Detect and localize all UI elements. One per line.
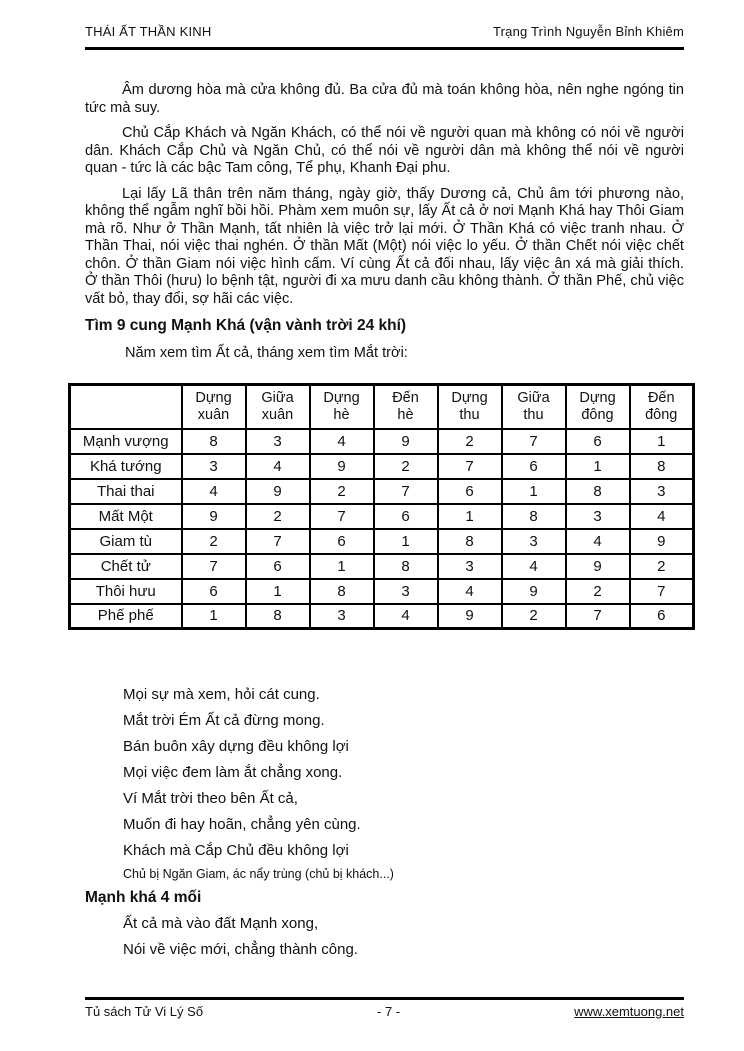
manh-kha-season-table: [68, 383, 695, 630]
table-value-cell: 1: [630, 429, 694, 454]
footer-page-number: - 7 -: [377, 1004, 401, 1019]
table-value-cell: 2: [246, 504, 310, 529]
table-value-cell: 2: [502, 604, 566, 629]
table-value-cell: 6: [566, 429, 630, 454]
table-value-cell: 7: [182, 554, 246, 579]
table-value-cell: 9: [374, 429, 438, 454]
table-row-label: Thôi hưu: [70, 579, 182, 604]
table-value-cell: 3: [246, 429, 310, 454]
table-value-cell: 4: [566, 529, 630, 554]
table-value-cell: 9: [438, 604, 502, 629]
table-value-cell: 7: [438, 454, 502, 479]
table-value-cell: 9: [310, 454, 374, 479]
table-value-cell: 7: [246, 529, 310, 554]
header-author: Trạng Trình Nguyễn Bỉnh Khiêm: [492, 24, 684, 39]
poem-line: Muốn đi hay hoãn, chẳng yên cùng.: [123, 816, 361, 833]
header-rule: [85, 47, 684, 50]
poem-line: Bán buôn xây dựng đều không lợi: [123, 738, 349, 755]
table-column-header: Giữa xuân: [246, 385, 310, 429]
section-heading-manh-kha-4-moi: Mạnh khá 4 mối: [85, 889, 202, 906]
table-value-cell: 8: [502, 504, 566, 529]
table-corner-cell: [70, 385, 182, 429]
table-column-header: Dựng xuân: [182, 385, 246, 429]
footer-series-title: Tủ sách Tử Vi Lý Số: [85, 1004, 204, 1019]
table-column-header: Đến đông: [630, 385, 694, 429]
table-value-cell: 3: [566, 504, 630, 529]
table-value-cell: 3: [630, 479, 694, 504]
table-value-cell: 4: [438, 579, 502, 604]
table-body: [70, 429, 694, 629]
table-column-header: Giữa thu: [502, 385, 566, 429]
table-value-cell: 3: [310, 604, 374, 629]
table-value-cell: 4: [246, 454, 310, 479]
table-value-cell: 8: [182, 429, 246, 454]
table-value-cell: 9: [566, 554, 630, 579]
table-value-cell: 2: [310, 479, 374, 504]
poem-line: Mắt trời Ém Ất cả đừng mong.: [123, 712, 325, 729]
table-row-label: Khá tướng: [70, 454, 182, 479]
footer-website-link[interactable]: www.xemtuong.net: [574, 1004, 684, 1019]
table-value-cell: 6: [182, 579, 246, 604]
page-header: [85, 24, 684, 39]
table-value-cell: 9: [502, 579, 566, 604]
table-value-cell: 9: [630, 529, 694, 554]
table-value-cell: 6: [630, 604, 694, 629]
table-row: [70, 504, 694, 529]
table-value-cell: 6: [438, 479, 502, 504]
table-row-label: Giam tù: [70, 529, 182, 554]
table-value-cell: 2: [374, 454, 438, 479]
table-value-cell: 2: [438, 429, 502, 454]
table-value-cell: 1: [246, 579, 310, 604]
table-row: [70, 579, 694, 604]
table-column-header: Dựng hè: [310, 385, 374, 429]
footer-rule: [85, 997, 684, 1000]
table-value-cell: 8: [310, 579, 374, 604]
body-paragraph: Chủ Cắp Khách và Ngăn Khách, có thể nói về người quan mà không có nói về người dân. Khách Cắp Chủ và Ngăn Chủ, có thể nói về người dân mà không thể nói về người quan - tức là các bậc Tam công, Tể phụ, Khanh Đại phu.: [85, 125, 684, 176]
table-header-row: [70, 385, 694, 429]
table-value-cell: 4: [630, 504, 694, 529]
table-value-cell: 7: [374, 479, 438, 504]
table-value-cell: 9: [246, 479, 310, 504]
table-value-cell: 4: [374, 604, 438, 629]
table-value-cell: 6: [374, 504, 438, 529]
table-value-cell: 8: [630, 454, 694, 479]
table-value-cell: 1: [502, 479, 566, 504]
body-paragraph: Lại lấy Lã thân trên năm tháng, ngày giờ, thấy Dương cả, Chủ âm tới phương nào, không thể ngẫm nghĩ bồi hồi. Phàm xem muôn sự, lấy Ất cả ở nơi Mạnh Khá hay Thôi Giam mà rõ. Như ở Thần Mạnh, tất nhiên là việc trở lại mới. Ở Thần Khá có việc tranh nhau. Ở Thần Thai, nói việc thai nghén. Ở thần Mất (Một) nói việc lo yếu. Ở thần Chết nói việc chết chôn. Ở thần Giam nói việc hình cấm. Ví cùng Ất cả đối nhau, lấy việc ân xá mà giải thích. Ở thần Thôi (hưu) lo bệnh tật, người đi xa mưu danh cầu không thành. Ở thần Phế, chủ việc vất bỏ, thay đổi, sợ hãi các việc.: [85, 185, 684, 307]
section-heading-tim-9-cung: Tìm 9 cung Mạnh Khá (vận vành trời 24 khí): [85, 317, 407, 334]
table-value-cell: 4: [502, 554, 566, 579]
table-value-cell: 3: [374, 579, 438, 604]
table-value-cell: 4: [182, 479, 246, 504]
table-row: [70, 479, 694, 504]
table-row-label: Mạnh vượng: [70, 429, 182, 454]
table-value-cell: 6: [310, 529, 374, 554]
table-value-cell: 8: [566, 479, 630, 504]
table-row: [70, 429, 694, 454]
poem-block-1: [123, 682, 684, 864]
table-row-label: Phế phế: [70, 604, 182, 629]
poem-line: Khách mà Cắp Chủ đều không lợi: [123, 842, 349, 859]
table-value-cell: 8: [246, 604, 310, 629]
poem-line: Nói về việc mới, chẳng thành công.: [123, 941, 358, 958]
table-intro-line: Năm xem tìm Ất cả, tháng xem tìm Mắt trời:: [125, 345, 408, 361]
table-value-cell: 6: [502, 454, 566, 479]
header-book-title: THÁI ẤT THẦN KINH: [85, 24, 212, 39]
table-column-header: Dựng đông: [566, 385, 630, 429]
poem-line: Ất cả mà vào đất Mạnh xong,: [123, 915, 319, 932]
table-row-label: Mất Một: [70, 504, 182, 529]
table-value-cell: 7: [566, 604, 630, 629]
table-value-cell: 2: [182, 529, 246, 554]
table-value-cell: 3: [502, 529, 566, 554]
table-row: [70, 554, 694, 579]
table-value-cell: 7: [502, 429, 566, 454]
table-value-cell: 8: [438, 529, 502, 554]
table-value-cell: 1: [566, 454, 630, 479]
table-value-cell: 7: [310, 504, 374, 529]
table-row: [70, 604, 694, 629]
table-value-cell: 7: [630, 579, 694, 604]
page-footer: [85, 1004, 684, 1019]
table-value-cell: 2: [566, 579, 630, 604]
table-value-cell: 3: [182, 454, 246, 479]
table-value-cell: 1: [182, 604, 246, 629]
poem-block-2: [123, 911, 684, 963]
body-paragraph: Âm dương hòa mà cửa không đủ. Ba cửa đủ mà toán không hòa, nên nghe ngóng tin tức mà suy.: [85, 82, 684, 116]
table-value-cell: 1: [374, 529, 438, 554]
poem-line: Mọi sự mà xem, hỏi cát cung.: [123, 686, 320, 703]
table-column-header: Dựng thu: [438, 385, 502, 429]
table-value-cell: 1: [438, 504, 502, 529]
table-column-header: Đến hè: [374, 385, 438, 429]
table-value-cell: 9: [182, 504, 246, 529]
table-value-cell: 2: [630, 554, 694, 579]
table-value-cell: 6: [246, 554, 310, 579]
table-value-cell: 1: [310, 554, 374, 579]
table-row-label: Thai thai: [70, 479, 182, 504]
poem-note-line: Chủ bị Ngăn Giam, ác nẩy trùng (chủ bị khách...): [123, 867, 394, 881]
poem-line: Ví Mắt trời theo bên Ất cả,: [123, 790, 298, 807]
table-head: [70, 385, 694, 429]
table-value-cell: 3: [438, 554, 502, 579]
poem-line: Mọi việc đem làm ắt chẳng xong.: [123, 764, 343, 781]
table-row: [70, 529, 694, 554]
table-row: [70, 454, 694, 479]
table-value-cell: 4: [310, 429, 374, 454]
page-content: [82, 82, 684, 963]
table-value-cell: 8: [374, 554, 438, 579]
body-paragraphs: [85, 82, 684, 308]
table-row-label: Chết tử: [70, 554, 182, 579]
